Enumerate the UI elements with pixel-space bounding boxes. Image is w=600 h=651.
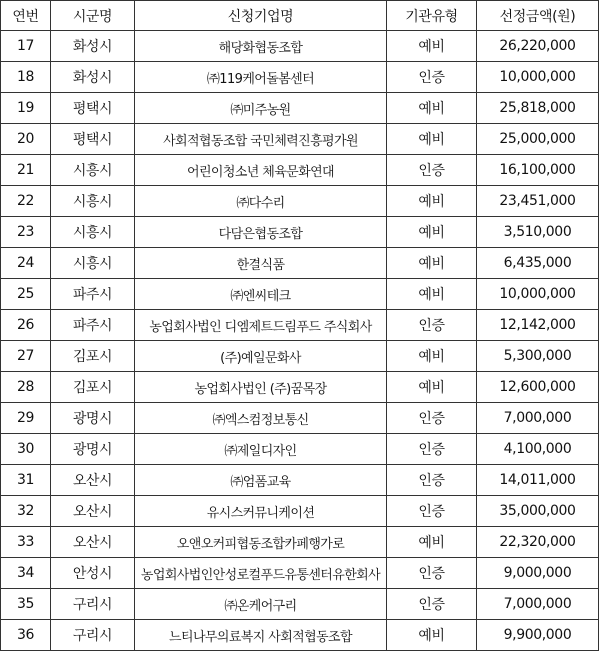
header-city: 시군명 [51, 1, 135, 31]
table-row [1, 620, 599, 651]
cell-org-type: 예비 [387, 620, 477, 651]
cell-org-type: 예비 [387, 31, 477, 62]
header-serial-number: 연번 [1, 1, 51, 31]
cell-serial-number: 22 [1, 186, 51, 217]
table-row [1, 527, 599, 558]
cell-city: 광명시 [51, 434, 135, 465]
cell-org-type: 예비 [387, 186, 477, 217]
cell-company-name: (주)예일문화사 [135, 341, 387, 372]
table-row [1, 465, 599, 496]
cell-serial-number: 21 [1, 155, 51, 186]
cell-org-type: 예비 [387, 372, 477, 403]
cell-selected-amount: 22,320,000 [477, 527, 599, 558]
cell-selected-amount: 10,000,000 [477, 279, 599, 310]
cell-serial-number: 33 [1, 527, 51, 558]
cell-city: 오산시 [51, 465, 135, 496]
cell-selected-amount: 7,000,000 [477, 589, 599, 620]
cell-selected-amount: 16,100,000 [477, 155, 599, 186]
cell-company-name: 오앤오커피협동조합카페행가로 [135, 527, 387, 558]
cell-selected-amount: 25,000,000 [477, 124, 599, 155]
cell-org-type: 인증 [387, 465, 477, 496]
cell-org-type: 예비 [387, 527, 477, 558]
table-row [1, 558, 599, 589]
table-row [1, 62, 599, 93]
cell-city: 파주시 [51, 310, 135, 341]
table-header-row [1, 1, 599, 31]
cell-serial-number: 19 [1, 93, 51, 124]
cell-company-name: 농업회사법인안성로컬푸드유통센터유한회사 [135, 558, 387, 589]
cell-serial-number: 23 [1, 217, 51, 248]
cell-company-name: 농업회사법인 (주)꿈목장 [135, 372, 387, 403]
table-row [1, 434, 599, 465]
table-row [1, 372, 599, 403]
cell-company-name: ㈜엔씨테크 [135, 279, 387, 310]
table-row [1, 31, 599, 62]
cell-city: 구리시 [51, 620, 135, 651]
header-org-type: 기관유형 [387, 1, 477, 31]
cell-selected-amount: 9,900,000 [477, 620, 599, 651]
cell-serial-number: 36 [1, 620, 51, 651]
cell-selected-amount: 3,510,000 [477, 217, 599, 248]
cell-city: 시흥시 [51, 217, 135, 248]
cell-org-type: 인증 [387, 589, 477, 620]
cell-city: 김포시 [51, 372, 135, 403]
cell-serial-number: 24 [1, 248, 51, 279]
cell-company-name: ㈜제일디자인 [135, 434, 387, 465]
cell-org-type: 예비 [387, 93, 477, 124]
cell-company-name: 느티나무의료복지 사회적협동조합 [135, 620, 387, 651]
cell-city: 화성시 [51, 62, 135, 93]
cell-org-type: 예비 [387, 217, 477, 248]
cell-org-type: 인증 [387, 155, 477, 186]
cell-selected-amount: 25,818,000 [477, 93, 599, 124]
cell-city: 평택시 [51, 124, 135, 155]
table-row [1, 279, 599, 310]
cell-selected-amount: 4,100,000 [477, 434, 599, 465]
cell-selected-amount: 35,000,000 [477, 496, 599, 527]
cell-company-name: 사회적협동조합 국민체력진흥평가원 [135, 124, 387, 155]
table-row [1, 248, 599, 279]
cell-company-name: 농업회사법인 디엠제트드림푸드 주식회사 [135, 310, 387, 341]
cell-serial-number: 35 [1, 589, 51, 620]
cell-company-name: ㈜119케어돌봄센터 [135, 62, 387, 93]
cell-city: 김포시 [51, 341, 135, 372]
cell-company-name: 다담은협동조합 [135, 217, 387, 248]
cell-org-type: 예비 [387, 248, 477, 279]
table-row [1, 341, 599, 372]
table-row [1, 589, 599, 620]
cell-serial-number: 27 [1, 341, 51, 372]
header-selected-amount: 선정금액(원) [477, 1, 599, 31]
cell-selected-amount: 6,435,000 [477, 248, 599, 279]
cell-org-type: 인증 [387, 496, 477, 527]
cell-selected-amount: 7,000,000 [477, 403, 599, 434]
cell-serial-number: 29 [1, 403, 51, 434]
cell-city: 시흥시 [51, 248, 135, 279]
cell-org-type: 예비 [387, 124, 477, 155]
cell-org-type: 인증 [387, 403, 477, 434]
cell-city: 시흥시 [51, 155, 135, 186]
cell-selected-amount: 14,011,000 [477, 465, 599, 496]
cell-selected-amount: 23,451,000 [477, 186, 599, 217]
table-row [1, 93, 599, 124]
cell-city: 화성시 [51, 31, 135, 62]
table-row [1, 403, 599, 434]
cell-company-name: ㈜미주농원 [135, 93, 387, 124]
cell-selected-amount: 26,220,000 [477, 31, 599, 62]
cell-selected-amount: 10,000,000 [477, 62, 599, 93]
cell-company-name: ㈜엑스컴정보통신 [135, 403, 387, 434]
cell-city: 오산시 [51, 496, 135, 527]
table-row [1, 496, 599, 527]
cell-org-type: 예비 [387, 341, 477, 372]
table-row [1, 186, 599, 217]
cell-serial-number: 31 [1, 465, 51, 496]
cell-company-name: 한결식품 [135, 248, 387, 279]
cell-selected-amount: 9,000,000 [477, 558, 599, 589]
table-row [1, 310, 599, 341]
cell-serial-number: 17 [1, 31, 51, 62]
cell-company-name: ㈜다수리 [135, 186, 387, 217]
cell-city: 구리시 [51, 589, 135, 620]
table-body [1, 31, 599, 651]
cell-city: 평택시 [51, 93, 135, 124]
cell-serial-number: 28 [1, 372, 51, 403]
cell-serial-number: 25 [1, 279, 51, 310]
cell-city: 시흥시 [51, 186, 135, 217]
cell-city: 안성시 [51, 558, 135, 589]
cell-company-name: 어린이청소년 체육문화연대 [135, 155, 387, 186]
cell-org-type: 인증 [387, 558, 477, 589]
cell-org-type: 인증 [387, 434, 477, 465]
cell-org-type: 예비 [387, 279, 477, 310]
cell-city: 광명시 [51, 403, 135, 434]
header-company-name: 신청기업명 [135, 1, 387, 31]
cell-org-type: 인증 [387, 310, 477, 341]
cell-company-name: 해당화협동조합 [135, 31, 387, 62]
cell-company-name: ㈜온케어구리 [135, 589, 387, 620]
cell-selected-amount: 12,600,000 [477, 372, 599, 403]
table-row [1, 155, 599, 186]
cell-selected-amount: 5,300,000 [477, 341, 599, 372]
cell-serial-number: 20 [1, 124, 51, 155]
cell-city: 오산시 [51, 527, 135, 558]
table-row [1, 217, 599, 248]
cell-selected-amount: 12,142,000 [477, 310, 599, 341]
cell-company-name: 유시스커뮤니케이션 [135, 496, 387, 527]
cell-serial-number: 32 [1, 496, 51, 527]
cell-serial-number: 18 [1, 62, 51, 93]
cell-serial-number: 30 [1, 434, 51, 465]
cell-company-name: ㈜엄폼교육 [135, 465, 387, 496]
cell-serial-number: 34 [1, 558, 51, 589]
cell-org-type: 인증 [387, 62, 477, 93]
cell-city: 파주시 [51, 279, 135, 310]
table-row [1, 124, 599, 155]
cell-serial-number: 26 [1, 310, 51, 341]
